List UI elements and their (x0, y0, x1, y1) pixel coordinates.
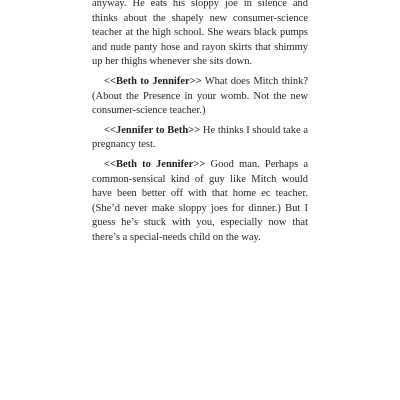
paragraph-text: anyway. He eats his sloppy joe in silence and thinks about the shapely new consumer-science teacher at the high school. She wears black pumps and nude panty hose and rayon skirts that shimmy up her thighs whenever she sits down. (92, 0, 308, 68)
paragraph-text: Good man. Perhaps a common-sensical kind of guy like Mitch would have been better off with that home ec teacher. (She’d never make sloppy joes for dinner.) But I guess he’s stuck with you, especially now that there’s a special-needs child on the way. (92, 158, 308, 243)
body-text (92, 0, 308, 251)
speaker-label: <<Beth to Jennifer>> (104, 158, 206, 170)
speaker-label: <<Beth to Jennifer>> (104, 75, 202, 87)
paragraph-continued (92, 0, 308, 70)
paragraph-text: What does Mitch think? (About the Presence in your womb. Not the new consumer-science teacher.) (92, 75, 308, 117)
email-exchange-paragraph (92, 124, 308, 153)
speaker-label: <<Jennifer to Beth>> (104, 124, 201, 136)
paragraph-text: He thinks I should take a pregnancy test. (92, 124, 308, 151)
email-exchange-paragraph (92, 158, 308, 246)
email-exchange-paragraph (92, 75, 308, 119)
